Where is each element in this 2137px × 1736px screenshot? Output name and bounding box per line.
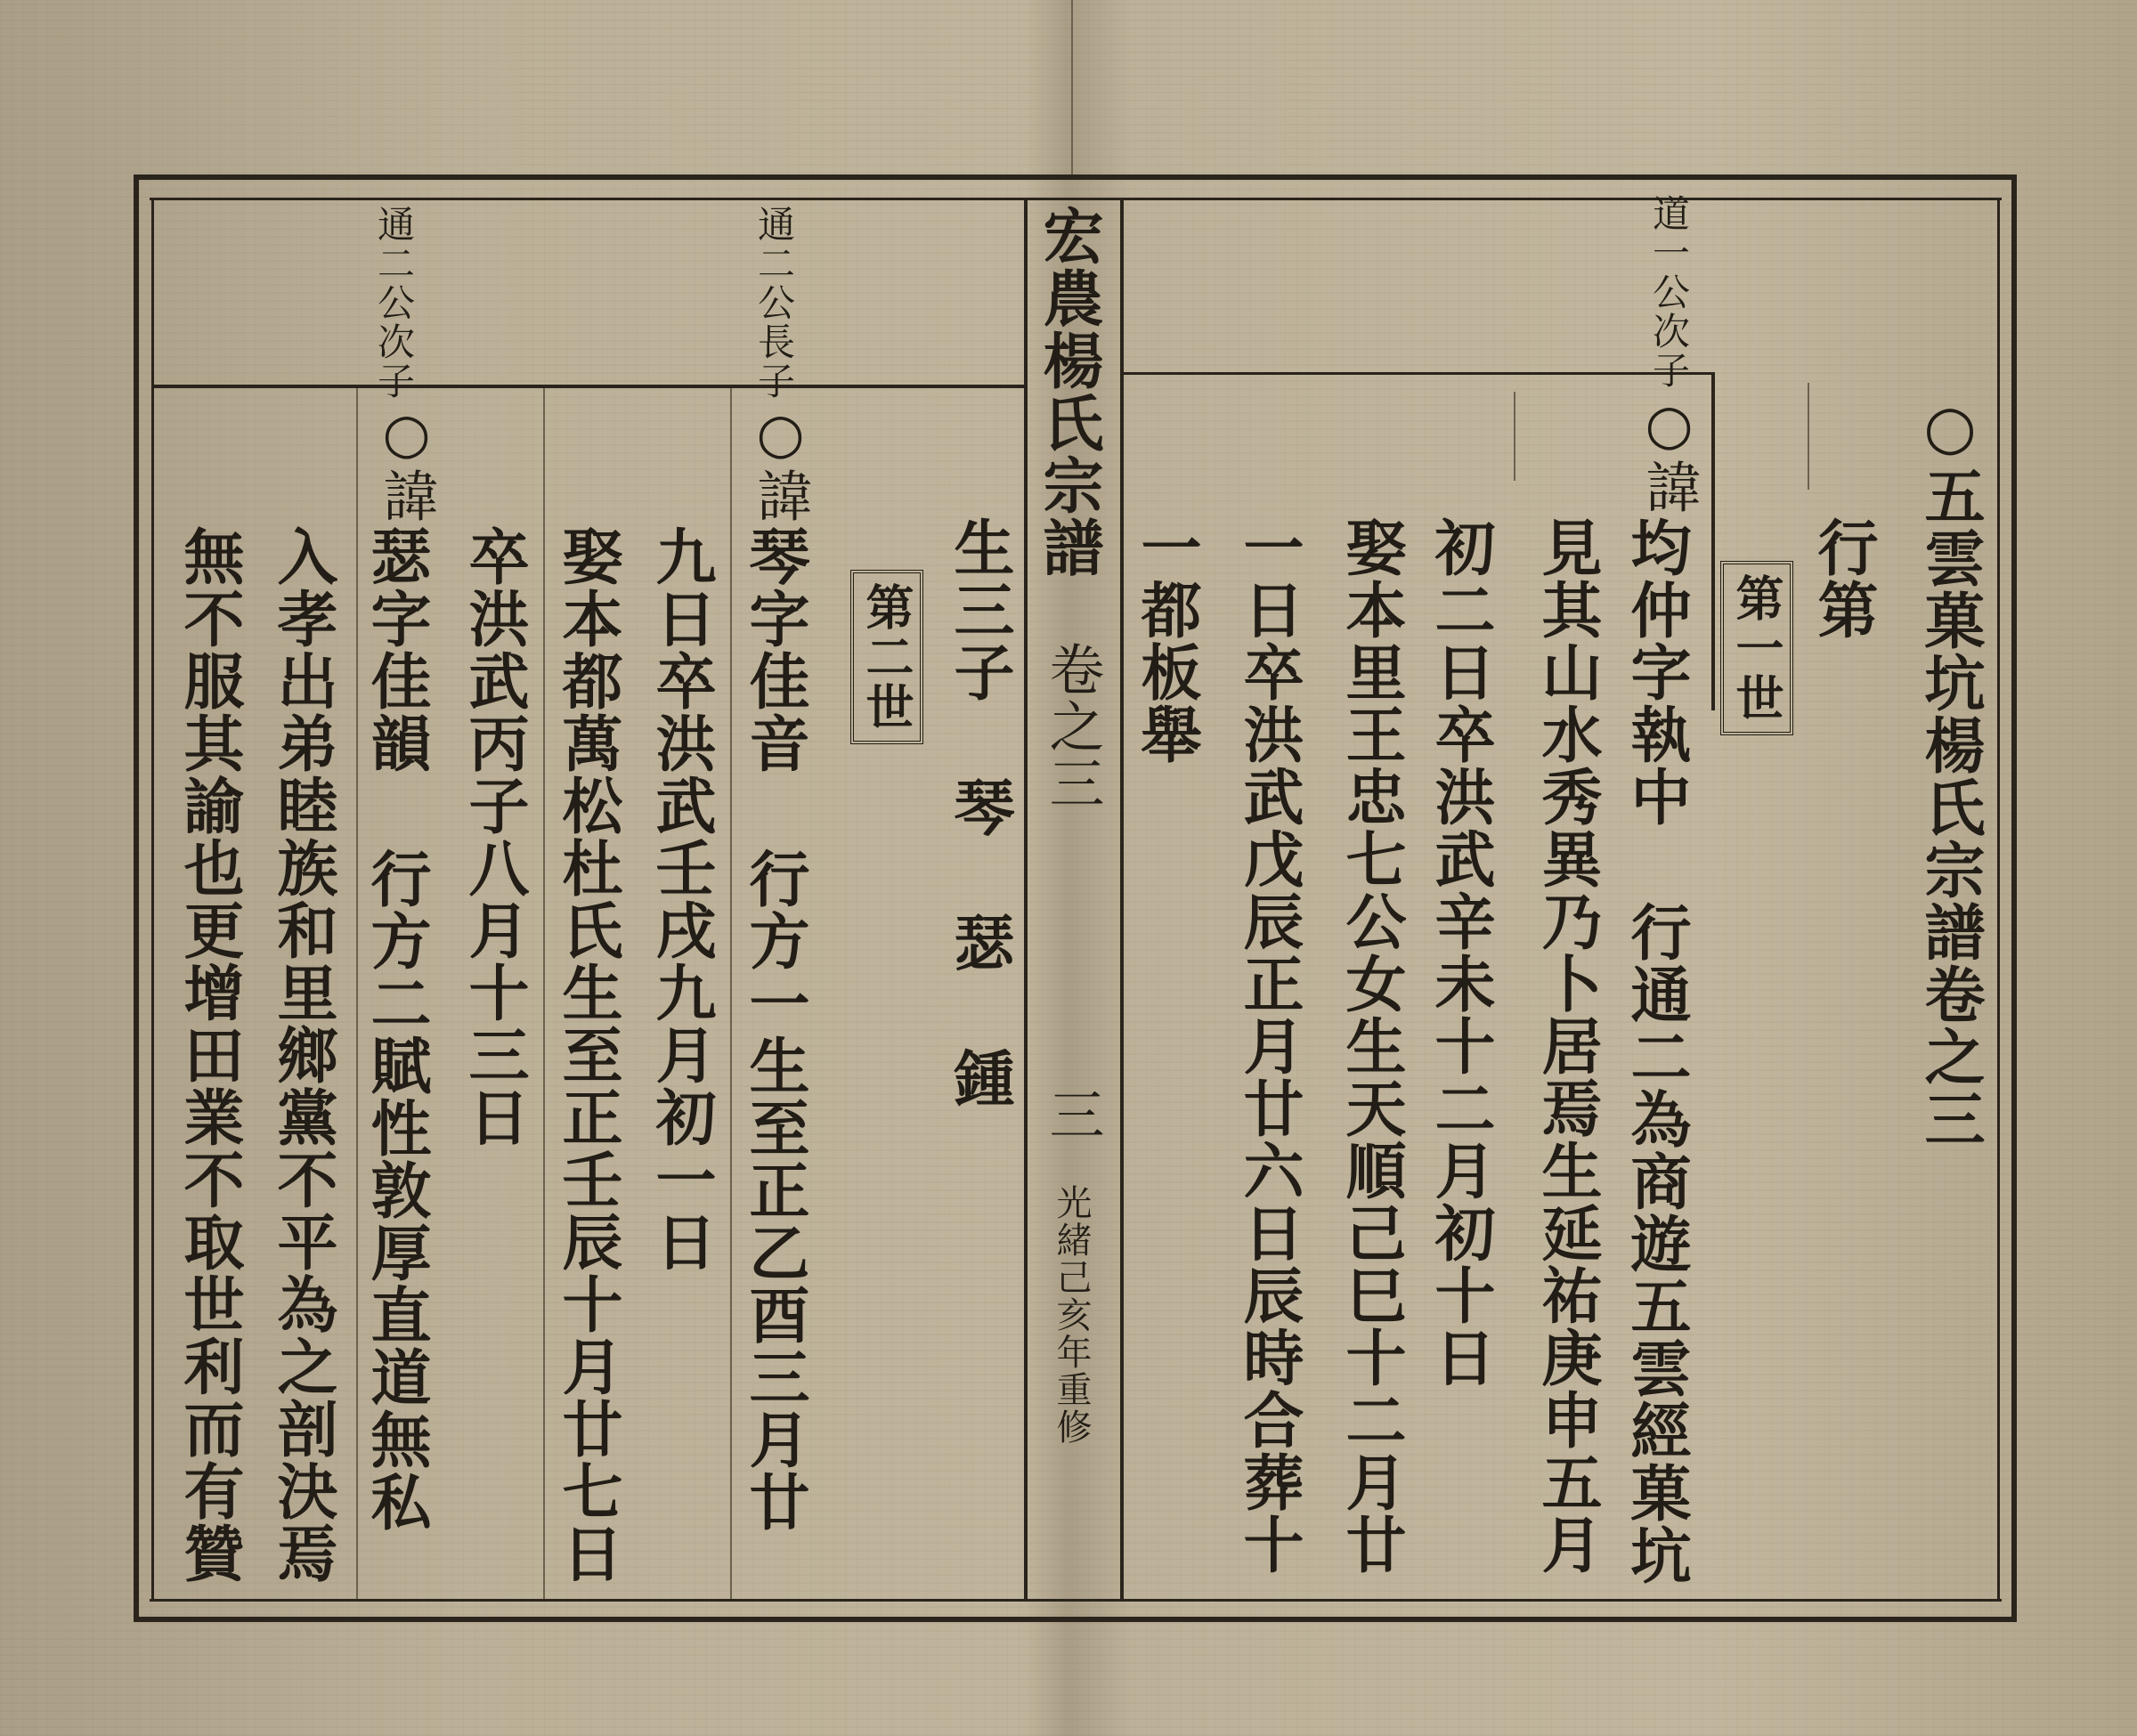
entry-b-column-3: 無不服其諭也更增田業不取世利而有贊 <box>174 525 245 1585</box>
father-note: 道一公次子 <box>1647 194 1691 390</box>
spine-left-border <box>1024 198 1028 1601</box>
frame-bottom <box>134 1617 2017 1622</box>
frame-left <box>134 174 139 1622</box>
generation-box-first: 第一世 <box>1720 561 1793 735</box>
column-guide <box>1514 392 1515 481</box>
right-text-column-4: 娶本里王忠七公女生天順己巳十二月廿 <box>1336 516 1407 1576</box>
frame-right <box>2011 174 2017 1622</box>
right-text-column-6: 一都板舉 <box>1131 516 1202 766</box>
column-guide <box>356 388 358 1599</box>
entry-a-column-4: 卒洪武丙子八月十三日 <box>459 525 530 1148</box>
header-eldest-son: 通二公長子 <box>752 205 796 401</box>
entry-mark-right: ○諱 <box>1637 392 1702 515</box>
spine-fold-mark <box>1071 0 1073 174</box>
frame-inner-top <box>150 198 2002 200</box>
entry-mark-b: ○諱 <box>374 401 439 524</box>
right-text-column-2: 見其山水秀異乃卜居焉生延祐庚申五月 <box>1532 516 1603 1576</box>
spine-right-border <box>1120 198 1124 1601</box>
right-header-rule <box>1124 372 1711 375</box>
entry-a-column-1: 琴字佳音 行方一生至正乙酉三月廿 <box>739 525 810 1533</box>
right-text-column-3: 初二日卒洪武辛未十二月初十日 <box>1425 516 1496 1389</box>
spine-title: 宏農楊氏宗譜 <box>1033 205 1104 579</box>
right-text-column-1: 均仲字執中 行通二為商遊五雲經菓坑 <box>1621 516 1692 1586</box>
column-guide <box>1808 383 1809 490</box>
frame-inner-right <box>1997 198 2000 1601</box>
sons-line: 生三子 琴 瑟 鍾 <box>944 516 1015 1109</box>
header-second-son: 通二公次子 <box>372 205 416 401</box>
frame-top <box>134 174 2017 180</box>
entry-a-column-3: 娶本都萬松杜氏生至正壬辰十月廿七日 <box>552 525 623 1585</box>
right-text-column-5: 一日卒洪武戊辰正月廿六日辰時合葬十 <box>1233 516 1304 1576</box>
section-label-xingdi: 行第 <box>1808 516 1879 641</box>
frame-inner-bottom <box>150 1599 2002 1602</box>
generation-box-second: 第二世 <box>850 570 923 744</box>
entry-b-column-1: 瑟字佳韻 行方二賦性敦厚直道無私 <box>361 525 432 1533</box>
right-title-rule <box>1711 372 1715 710</box>
spine-edition: 光緒己亥年重修 <box>1051 1184 1092 1446</box>
entry-mark-a: ○諱 <box>748 401 813 524</box>
entry-a-column-2: 九日卒洪武壬戌九月初一日 <box>646 525 717 1273</box>
spine-page-number: 三 <box>1040 1086 1105 1143</box>
column-guide <box>543 388 545 1599</box>
column-guide <box>730 388 732 1599</box>
volume-title: ○五雲菓坑楊氏宗譜卷之三 <box>1914 392 1986 1150</box>
left-header-rule <box>153 385 1024 388</box>
entry-b-column-2: 入孝出弟睦族和里鄉黨不平為之剖決焉 <box>267 525 338 1585</box>
frame-inner-left <box>151 198 154 1601</box>
spine-volume: 卷之三 <box>1040 641 1105 812</box>
